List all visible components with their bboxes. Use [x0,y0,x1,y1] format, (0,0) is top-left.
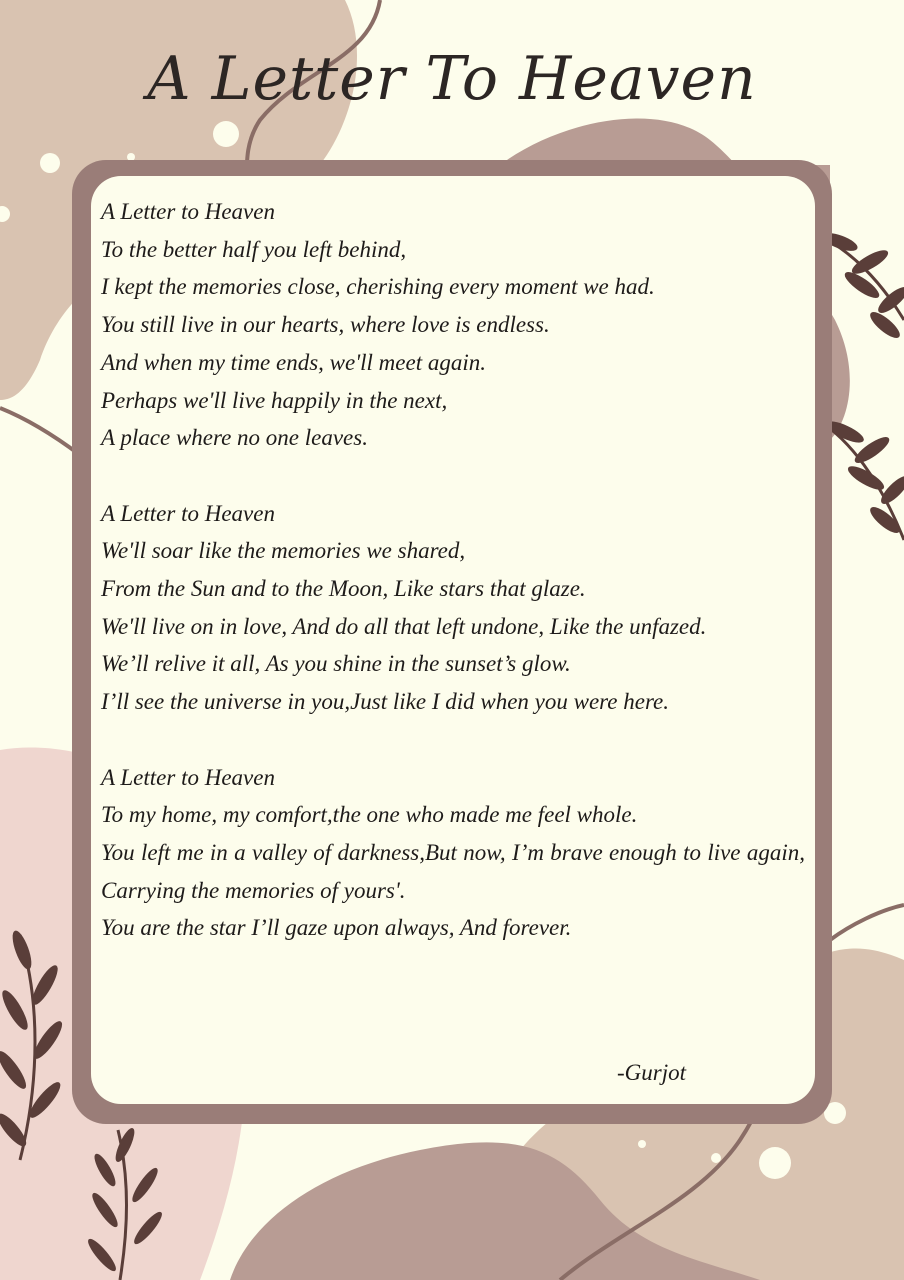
poem-line: You left me in a valley of darkness,But now, I’m brave enough to live again, Carrying the memories of yours'. [101,839,805,903]
poem-line: And when my time ends, we'll meet again. [101,349,486,375]
poem-line: A place where no one leaves. [101,425,368,451]
poem-line: I’ll see the universe in you,Just like I did when you were here. [101,689,670,715]
stanza-heading: A Letter to Heaven [101,500,275,526]
poem-line: You still live in our hearts, where love is endless. [101,312,550,338]
poem-body [101,193,805,985]
poem-line: I kept the memories close, cherishing every moment we had. [101,274,655,300]
signature: -Gurjot [617,1060,686,1085]
poem-line: We'll soar like the memories we shared, [101,538,466,564]
poem-line: To the better half you left behind, [101,236,407,262]
poem-line: We'll live on in love, And do all that left undone, Like the unfazed. [101,613,707,639]
poem-stanza [101,759,805,948]
poem-line: Perhaps we'll live happily in the next, [101,387,448,413]
stanza-heading: A Letter to Heaven [101,199,275,224]
poem-line: You are the star I’ll gaze upon always, And forever. [101,915,572,941]
right-curve [830,905,904,940]
poem-line: We’ll relive it all, As you shine in the sunset’s glow. [101,651,571,677]
decorative-curve-left [0,408,80,455]
stanza-heading: A Letter to Heaven [101,764,275,790]
page-title: A Letter To Heaven [147,44,757,114]
poem-stanza [101,495,805,721]
poem-line: To my home, my comfort,the one who made me feel whole. [101,802,638,828]
poem-stanza [101,193,805,457]
poem-line: From the Sun and to the Moon, Like stars that glaze. [101,576,586,602]
